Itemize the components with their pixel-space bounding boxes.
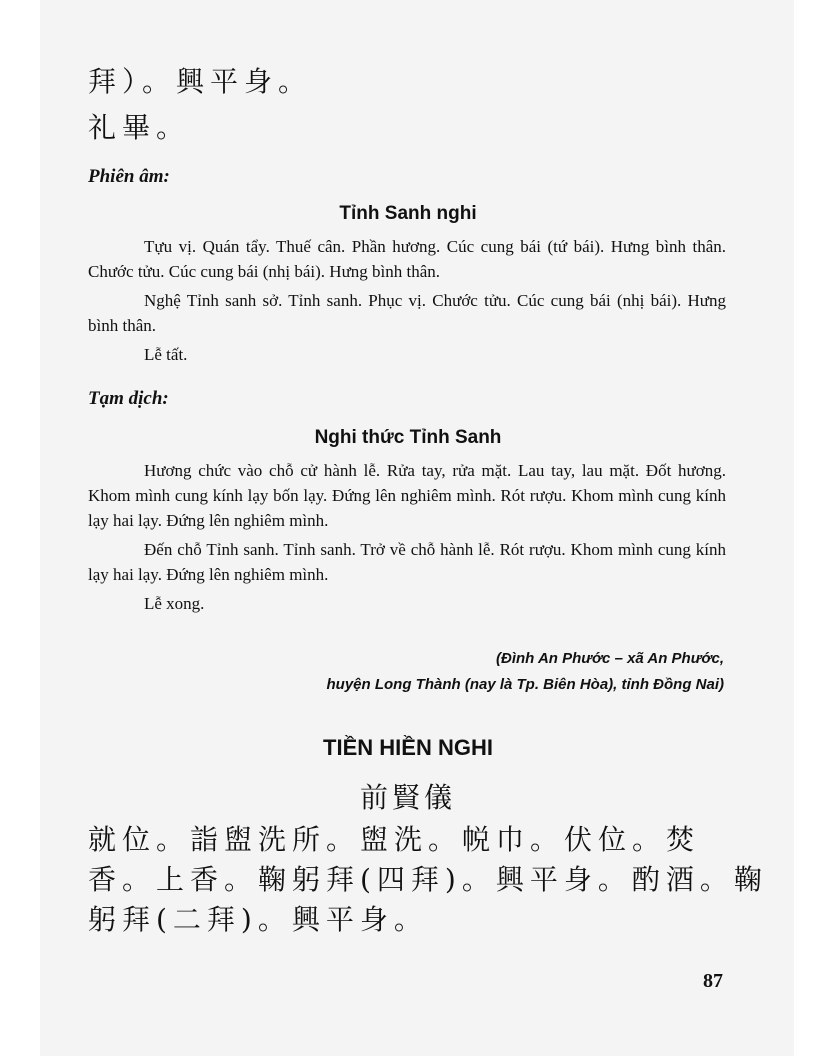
citation: huyện Long Thành (nay là Tp. Biên Hòa), tỉnh Đồng Nai) bbox=[326, 676, 724, 693]
paragraph: Đến chỗ Tỉnh sanh. Tỉnh sanh. Trở về chỗ hành lễ. Rót rượu. Khom mình cung kính lạy hai lạy. Đứng lên nghiêm mình. bbox=[88, 540, 726, 584]
page-number: 87 bbox=[703, 970, 723, 992]
section-title: Nghi thức Tỉnh Sanh bbox=[314, 427, 502, 448]
paragraph: Hương chức vào chỗ cử hành lễ. Rửa tay, rửa mặt. Lau tay, lau mặt. Đốt hương. Khom mình cung kính lạy bốn lạy. Đứng lên nghiêm mình. Rót rượu. Khom mình cung kính lạy hai lạy. Đứng lên nghiêm mình. bbox=[88, 461, 726, 530]
paragraph: Tựu vị. Quán tẩy. Thuế cân. Phần hương. Cúc cung bái (tứ bái). Hưng bình thân. Chước tửu. Cúc cung bái (nhị bái). Hưng bình thân. bbox=[88, 237, 726, 281]
section-label: Tạm dịch: bbox=[88, 388, 169, 409]
paragraph: Lễ tất. bbox=[144, 345, 188, 364]
paragraph-block bbox=[88, 234, 726, 367]
paragraph: Lễ xong. bbox=[144, 594, 205, 613]
han-text-line: 礼畢。 bbox=[88, 111, 191, 144]
han-chapter-title: 前賢儀 bbox=[359, 781, 456, 814]
han-text-line: 躬拜(二拜)。興平身。 bbox=[88, 903, 428, 936]
chapter-title: TIỀN HIỀN NGHI bbox=[323, 735, 493, 760]
paragraph: Nghệ Tỉnh sanh sở. Tỉnh sanh. Phục vị. Chước tửu. Cúc cung bái (nhị bái). Hưng bình thân. bbox=[88, 291, 726, 335]
section-label: Phiên âm: bbox=[88, 166, 170, 187]
paragraph-block bbox=[88, 458, 726, 616]
citation: (Đình An Phước – xã An Phước, bbox=[496, 650, 724, 667]
han-text-line: 就位。詣盥洗所。盥洗。帨巾。伏位。焚 bbox=[88, 823, 701, 856]
han-text-line: 拜）。興平身。 bbox=[88, 65, 313, 98]
section-title: Tỉnh Sanh nghi bbox=[339, 203, 477, 224]
han-text-line: 香。上香。鞠躬拜(四拜)。興平身。酌酒。鞠 bbox=[88, 863, 768, 896]
